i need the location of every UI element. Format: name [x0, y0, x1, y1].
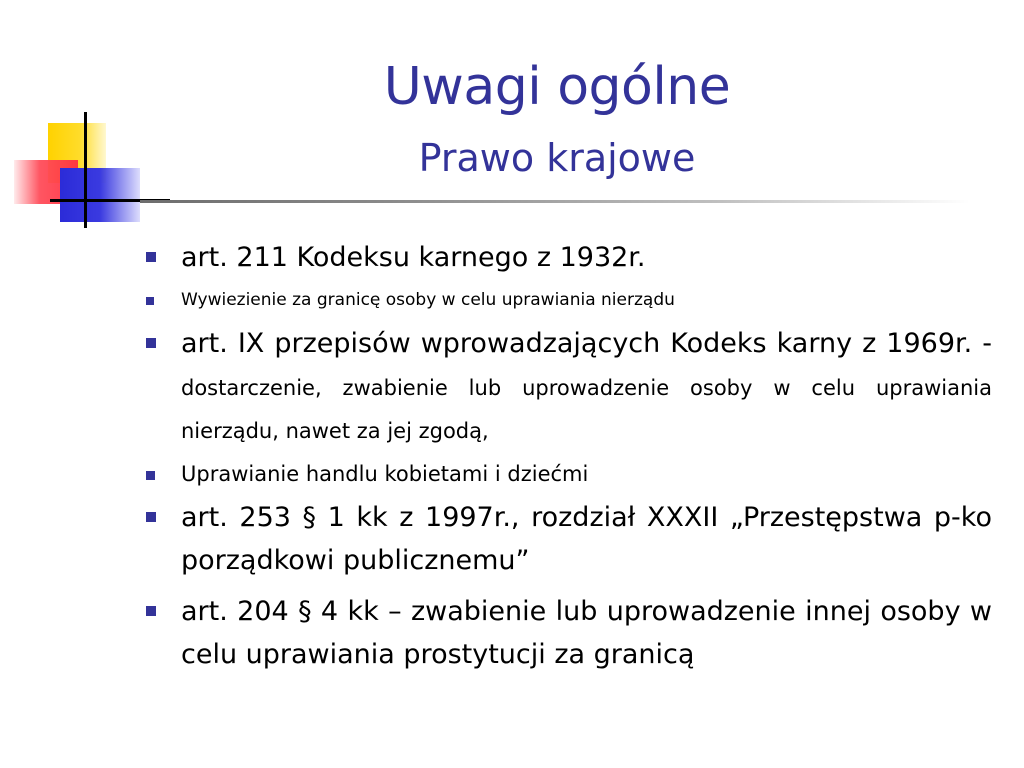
bullet-text: art. 253 § 1 kk z 1997r., rozdział XXXII „Przestępstwa p-ko porządkowi publicznemu”	[181, 502, 992, 576]
bullet-item	[140, 496, 992, 582]
square-bullet-icon	[146, 512, 156, 522]
blue-square-shape	[60, 168, 140, 222]
bullet-list	[140, 236, 992, 684]
square-bullet-icon	[146, 471, 155, 480]
square-bullet-icon	[146, 252, 156, 262]
bullet-item	[140, 322, 992, 451]
title-divider-rule	[140, 200, 970, 203]
square-bullet-icon	[146, 606, 156, 616]
vertical-line-shape	[84, 112, 87, 228]
bullet-item	[140, 590, 992, 676]
bullet-item	[140, 236, 992, 279]
square-bullet-icon	[146, 297, 154, 305]
bullet-text: Uprawianie handlu kobietami i dziećmi	[181, 462, 589, 486]
slide-subtitle: Prawo krajowe	[418, 136, 696, 180]
bullet-text: Wywiezienie za granicę osoby w celu uprawiania nierządu	[181, 290, 675, 310]
decorative-squares-logo	[0, 0, 240, 240]
bullet-item	[140, 459, 992, 489]
bullet-text-lead: art. IX przepisów wprowadzających Kodeks karny z 1969r. -	[181, 328, 992, 359]
square-bullet-icon	[146, 338, 156, 348]
bullet-text: art. 204 § 4 kk – zwabienie lub uprowadzenie innej osoby w celu uprawiania prostytucji za granicą	[181, 596, 992, 670]
bullet-item	[140, 287, 992, 313]
bullet-text-tail: dostarczenie, zwabienie lub uprowadzenie osoby w celu uprawiania nierządu, nawet za jej zgodą,	[181, 376, 992, 443]
bullet-text: art. 211 Kodeksu karnego z 1932r.	[181, 242, 646, 273]
slide-title: Uwagi ogólne	[383, 57, 731, 117]
